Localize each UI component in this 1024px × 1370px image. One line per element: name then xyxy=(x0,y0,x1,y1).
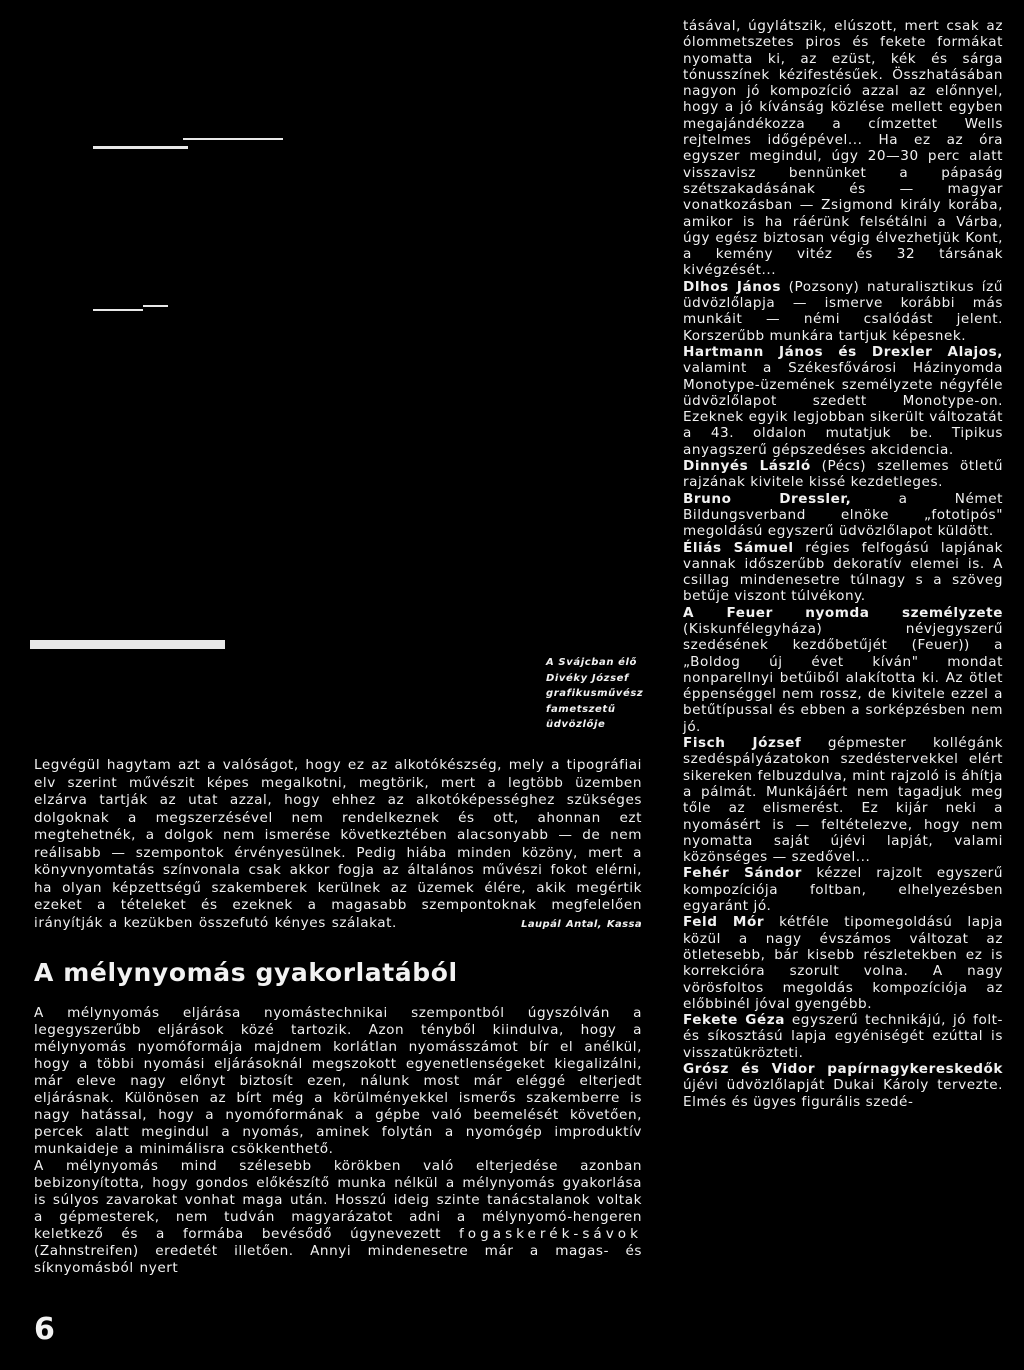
spaced-term: fogaskerék-sávok xyxy=(459,1226,642,1242)
review-paragraph xyxy=(683,540,1003,605)
article-ending xyxy=(34,757,642,933)
article-author: Laupál Antal, Kassa xyxy=(521,918,642,930)
review-lead-name: Grósz és Vidor papírnagykereskedők xyxy=(683,1061,1003,1077)
article-text: Legvégül hagytam azt a valóságot, hogy ez az alkotókészség, mely a tipográfiai elv szerint művészit képes megalkotni, megtörik, mert a legtöbb üzemben elzárva tartják az utat azzal, hogy ehhez az alkotóképességhez szükséges dolgoknak a megszerzésével nem rendelkeznek és ott, ahonnan ezt megtehetnék, a dolgok nem ismerése következtében alacsonyabb — de nem reálisabb — szempontok érvényesülnek. Pedig hiába minden közöny, mert a könyvnyomtatás színvonala csak akkor fogja az általános művészi fokot elérni, ha olyan képzettségű szakemberek kerülnek az üzemek élére, akik megértik ezeket a tételeket és ezeknek a magasabb szempontoknak megfelelően irányítják a kezükben összefutó kényes szálakat. xyxy=(34,757,642,931)
review-text: valamint a Székesfővárosi Házinyomda Monotype-üzemének személyzete négyféle üdvözlőlapot szedett Monotype-on. Ezeknek egyik legjobban sikerült változatát a 43. oldalon mutatjuk be. Tipikus anyagszerű gépszedéses akcidencia. xyxy=(683,360,1003,458)
section-paragraph xyxy=(34,1158,642,1277)
review-paragraph xyxy=(683,458,1003,491)
review-paragraph xyxy=(683,344,1003,458)
review-lead-name: Fekete Géza xyxy=(683,1012,785,1029)
section-heading: A mélynyomás gyakorlatából xyxy=(34,958,458,987)
image-placeholder-rule xyxy=(30,640,225,649)
caption-line: üdvözlője xyxy=(546,719,606,731)
caption-line: A Svájcban élő xyxy=(546,657,638,668)
review-lead-name: Fisch József xyxy=(683,735,802,752)
review-lead-name: Éliás Sámuel xyxy=(683,539,794,556)
review-paragraph xyxy=(683,18,1003,279)
review-paragraph xyxy=(683,865,1003,914)
review-text: gépmester kollégánk szedéspályázatokon szedéstervekkel elért sikereken felbuzdulva, mint rajzoló is áhítja a pálmát. Munkájáért nem tagadjuk meg tőle az elismerést. Ez kijár neki a nyomásért is — feltételezve, hogy nem nyomatta saját újévi lapját, valami közönséges — szedővel... xyxy=(683,735,1003,866)
review-lead-name: Dinnyés László xyxy=(683,458,811,475)
review-paragraph xyxy=(683,605,1003,735)
review-text: kétféle tipomegoldású lapja közül a nagy évszámos változat az ötletesebb, bár kisebb részletekben ez is korrekcióra szorult volna. A nagy vörösfoltos megoldás kompozíciója az előbbinél jóval gyengébb. xyxy=(683,914,1003,1012)
review-text: régies felfogású lapjának vannak időszerűbb dekoratív elemei is. A csillag mindenesetre túlnagy s a szöveg betűje viszont túlvékony. xyxy=(683,539,1003,605)
review-paragraph xyxy=(683,914,1003,1012)
review-paragraph xyxy=(683,735,1003,865)
image-caption xyxy=(546,655,656,733)
review-lead-name: Bruno Dressler, xyxy=(683,490,852,507)
page-number: 6 xyxy=(34,1312,55,1347)
review-text: a Német Bildungsverband elnöke „fototipós" megoldású egyszerű üdvözlőlapot küldött. xyxy=(683,490,1003,540)
review-text: egyszerű technikájú, jó folt- és síkosztású lapja egyéniségét ezúttal is visszatükrözteti. xyxy=(683,1012,1004,1061)
image-placeholder-rule xyxy=(143,305,168,307)
review-text: (Pozsony) naturalisztikus ízű üdvözlőlapja — ismerve korábbi más munkáit — némi csalódást jelent. Korszerűbb munkára tartjuk képesnek. xyxy=(683,278,1003,344)
image-placeholder-rule xyxy=(93,309,143,311)
article-paragraph xyxy=(34,757,642,932)
paragraph-text: A mélynyomás mind szélesebb körökben való elterjedése azonban bebizonyította, hogy gondos előkészítő munka nélkül a mélynyomás gyakorlása is súlyos zavarokat vonhat maga után. Hosszú ideig szinte tanácstalanok voltak a gépmesterek, nem tudván magyarázatot adni a mélynyomó-hengeren keletkező és a formába bevésődő úgynevezett xyxy=(34,1158,642,1242)
review-text: újévi üdvözlőlapját Dukai Károly tervezte. Elmés és ügyes figurális szedé- xyxy=(683,1077,1003,1110)
review-paragraph xyxy=(683,1061,1003,1110)
caption-line: fametszetű xyxy=(546,703,616,715)
image-placeholder-rule xyxy=(93,146,188,149)
caption-line: grafikusművész xyxy=(546,688,644,700)
review-lead-name: Fehér Sándor xyxy=(683,865,802,882)
caption-line: Divéky József xyxy=(546,672,629,684)
right-column-text xyxy=(683,18,1003,1110)
review-paragraph xyxy=(683,279,1003,344)
review-text: kézzel rajzolt egyszerű kompozíciója foltban, elhelyezésben egyaránt jó. xyxy=(683,865,1003,915)
review-lead-name: A Feuer nyomda személyzete xyxy=(683,604,1003,621)
review-paragraph xyxy=(683,1012,1003,1061)
review-text: tásával, úgylátszik, elúszott, mert csak az ólommetszetes piros és fekete formákat nyomatta ki, az ezüst, kék és sárga tónusszínek kézifestésűek. Összhatásában nagyon jó kompozíció azzal az előnnyel, hogy a jó kívánság közlése mellett egyben megajándékozza a címzettet Wells rejtelmes időgépével... Ha ez az óra egyszer megindul, úgy 20—30 perc alatt visszavisz bennünket a pápaság szétszakadásának és — magyar vonatkozásban — Zsigmond király korába, amikor is ha ráérünk felsétálni a Várba, úgy egész biztosan végig élvezhetjük Kont, a kemény vitéz és 32 társának kivégzését... xyxy=(683,18,1003,279)
review-lead-name: Dlhos János xyxy=(683,278,781,295)
paragraph-text: A mélynyomás eljárása nyomástechnikai szempontból úgyszólván a legegyszerűbb eljárások közé tartozik. Azon tényből kiindulva, hogy a mélynyomás nyomóformája majdnem korlátlan nyomásszámot bír el anélkül, hogy a többi nyomási eljárásoknál megszokott egyenetlenségeket kiegalizálni, már eleve nagy előnyt biztosít ezen, nálunk most már eléggé elterjedt eljárásnak. Különösen az bírt még a körülményekkel ismerős szakemberre is nagy hatással, hogy a nyomóformának a gépbe való beemelését követően, percek alatt megindul a nyomás, aminek folytán a nyomógép improduktív munkaideje a minimálisra csökkenthető. xyxy=(34,1005,642,1157)
review-lead-name: Feld Mór xyxy=(683,914,765,931)
paragraph-text-tail: (Zahnstreifen) eredetét illetően. Annyi mindenesetre már a magas- és síknyomásból nyert xyxy=(34,1243,642,1276)
section-body xyxy=(34,1005,642,1277)
review-text: (Kiskunfélegyháza) névjegyszerű szedésének kezdőbetűjét (Feuer)) a „Boldog új évet kíván" mondat nonparellnyi betűiből alakította ki. Az ötlet éppenséggel nem rossz, de kivitele ezzel a betűtípussal és ebben a sorképzésben nem jó. xyxy=(683,620,1003,735)
section-paragraph xyxy=(34,1005,642,1158)
review-paragraph xyxy=(683,491,1003,540)
review-text: (Pécs) szellemes ötletű rajzának kivitele kissé kezdetleges. xyxy=(683,458,1003,491)
image-placeholder-rule xyxy=(183,138,283,140)
review-lead-name: Hartmann János és Drexler Alajos, xyxy=(683,343,1003,360)
